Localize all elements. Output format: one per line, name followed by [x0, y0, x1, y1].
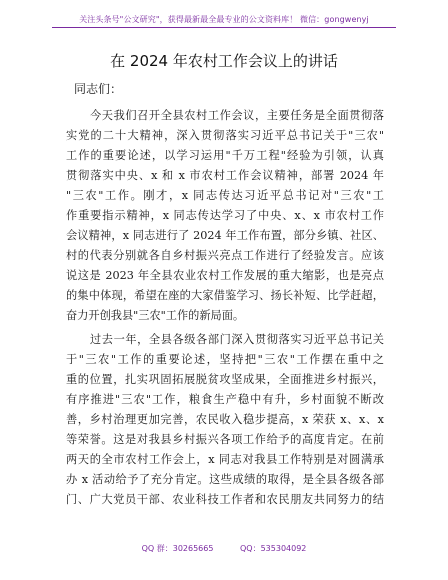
text-line: "三农"工作。刚才，x 同志传达习近平总书记对"三农"工: [66, 189, 384, 202]
text-line: 过去一年，全县各级各部门深入贯彻落实习近平总书记关: [90, 333, 384, 346]
document-body: [66, 106, 384, 514]
text-line: 作重要指示精神，x 同志传达学习了中央、x、x 市农村工作: [66, 209, 384, 222]
text-line: 的集中体现，希望在座的大家借鉴学习、扬长补短、比学赶超，: [66, 289, 384, 302]
text-line: 奋力开创我县"三农"工作的新局面。: [66, 309, 245, 322]
text-line: 今天我们召开全县农村工作会议，主要任务是全面贯彻落: [90, 109, 384, 122]
paragraph: [66, 330, 384, 510]
text-line: 门、广大党员干部、农业科技工作者和农民朋友共同努力的结: [66, 493, 384, 506]
text-line: 工作的重要论述，以学习运用"千万工程"经验为引领，认真: [66, 149, 384, 162]
paragraph: [66, 106, 384, 326]
text-line: 贯彻落实中央、x 和 x 市农村工作会议精神，部署 2024 年: [66, 169, 384, 182]
text-line: 两天的全市农村工作会上，x 同志对我县工作特别是对圆满承: [66, 453, 384, 466]
text-line: 有序推进"三农"工作，粮食生产稳中有升，乡村面貌不断改: [66, 393, 384, 406]
text-line: 实党的二十大精神，深入贯彻落实习近平总书记关于"三农": [66, 129, 384, 142]
footer: [0, 543, 448, 554]
text-line: 等荣誉。这是对我县乡村振兴各项工作给予的高度肯定。在前: [66, 433, 384, 446]
footer-qq-group: QQ 群：30265665: [141, 544, 214, 553]
header-divider: [52, 27, 396, 28]
text-line: 说这是 2023 年全县农业农村工作发展的重大缩影，也是亮点: [66, 269, 384, 282]
header-banner: 关注头条号"公文研究"，获得最新最全最专业的公文资料库！ 微信：gongwenyj: [79, 15, 369, 24]
text-line: 会议精神，x 同志进行了 2024 年工作布置，部分乡镇、社区、: [66, 229, 384, 242]
text-line: 村的代表分别就各自乡村振兴亮点工作进行了经验发言。应该: [66, 249, 384, 262]
footer-qq-contact: QQ：535304092: [240, 544, 307, 553]
text-line: 重的位置，扎实巩固拓展脱贫攻坚成果，全面推进乡村振兴，: [66, 373, 384, 386]
text-line: 善，乡村治理更加完善，农民收入稳步提高，x 荣获 x、x、x: [66, 413, 384, 426]
salutation: 同志们：: [74, 82, 123, 96]
text-line: 于"三农"工作的重要论述，坚持把"三农"工作摆在重中之: [66, 353, 384, 366]
text-line: 办 x 活动给予了充分肯定。这些成绩的取得，是全县各级各部: [66, 473, 384, 486]
document-title: 在 2024 年农村工作会议上的讲话: [110, 52, 338, 70]
